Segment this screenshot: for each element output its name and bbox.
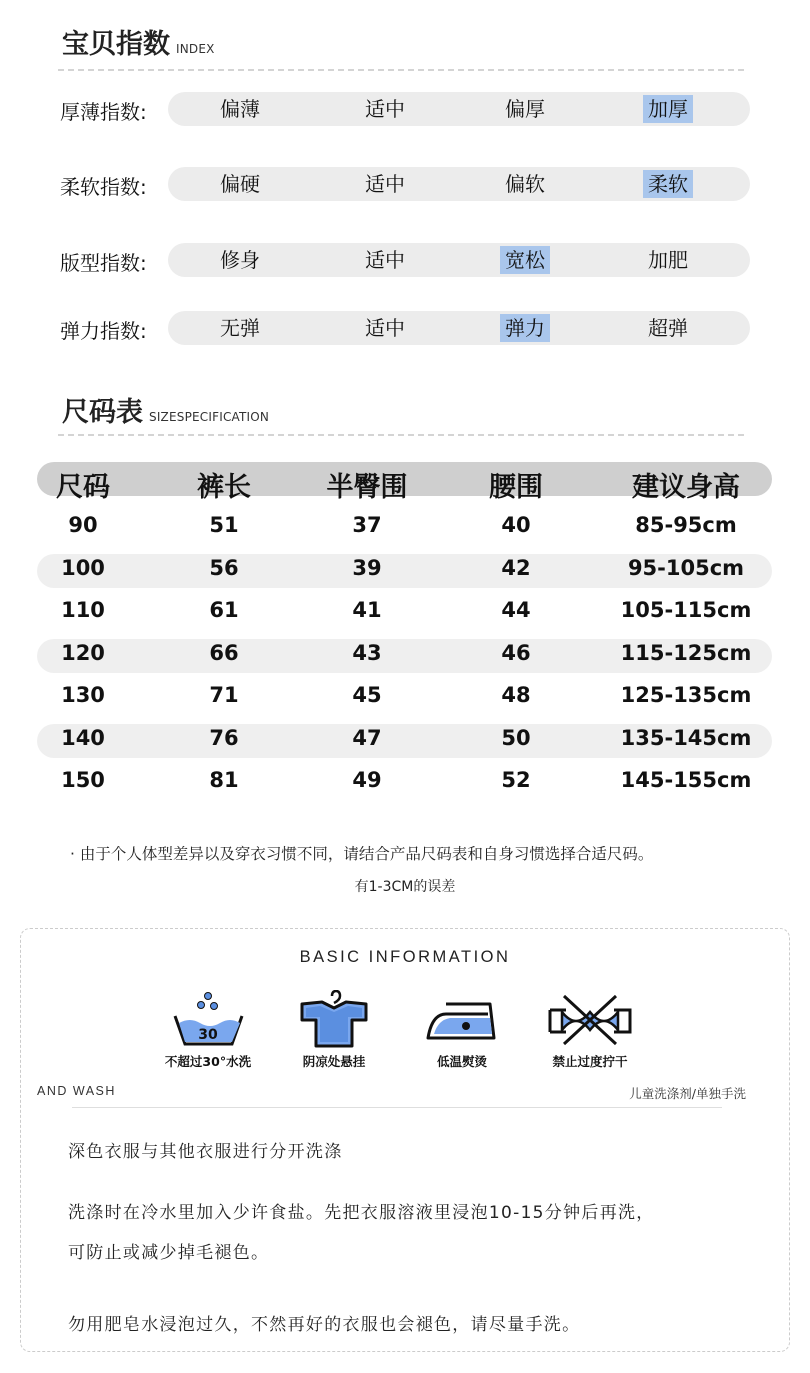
size-table-cell: 130: [61, 683, 105, 707]
size-table-cell: 140: [61, 725, 105, 750]
size-table-cell: 150: [61, 768, 105, 792]
index-row: [0, 243, 810, 277]
no-wring-icon: [546, 990, 634, 1046]
size-table-cell: 66: [209, 640, 239, 665]
size-table-cell: 50: [501, 725, 531, 750]
size-table-cell: 56: [209, 555, 239, 580]
wash-left-label: AND WASH: [37, 1084, 116, 1098]
size-subtitle: SIZESPECIFICATION: [149, 410, 270, 424]
size-table-cell: 115-125cm: [620, 640, 752, 665]
size-table-header-cell: 裤长: [197, 472, 251, 503]
size-table-cell: 40: [501, 513, 531, 537]
index-row-label: 版型指数:: [60, 251, 147, 275]
index-option-selected: 宽松: [500, 246, 550, 274]
low-iron-icon: [424, 990, 500, 1046]
size-table-cell: 41: [352, 598, 382, 622]
size-table-header-cell: 尺码: [56, 472, 110, 503]
detergent-label: 儿童洗涤剂/单独手洗: [629, 1086, 746, 1101]
size-table-cell: 46: [501, 640, 531, 665]
size-table-cell: 48: [501, 683, 531, 707]
size-table-cell: 71: [209, 683, 239, 707]
index-row-label: 厚薄指数:: [60, 100, 147, 124]
hang-dry-shade-icon: [298, 990, 370, 1050]
index-option: 适中: [365, 97, 405, 121]
size-table-cell: 85-95cm: [635, 513, 737, 537]
index-row: [0, 92, 810, 126]
index-option: 适中: [365, 248, 405, 272]
size-table-cell: 120: [61, 640, 105, 665]
size-table-cell: 39: [352, 555, 382, 580]
care-paragraph-3: 可防止或减少掉毛褪色。: [68, 1243, 270, 1263]
size-error-note: 有1-3CM的误差: [354, 879, 456, 895]
care-title: BASIC INFORMATION: [299, 948, 511, 966]
care-paragraph-4: 勿用肥皂水浸泡过久，不然再好的衣服也会褪色，请尽量手洗。: [68, 1315, 581, 1335]
size-table-cell: 110: [61, 598, 105, 622]
care-paragraph-2: 洗涤时在冷水里加入少许食盐。先把衣服溶液里浸泡10-15分钟后再洗，: [68, 1203, 655, 1223]
index-option: 偏软: [505, 172, 545, 196]
index-divider: [58, 69, 744, 71]
index-option: 适中: [365, 316, 405, 340]
size-table-cell: 135-145cm: [620, 725, 752, 750]
size-table-header-cell: 腰围: [489, 472, 543, 503]
size-table-cell: 52: [501, 768, 531, 792]
size-table-cell: 44: [501, 598, 531, 622]
size-table-cell: 81: [209, 768, 239, 792]
index-row-label: 弹力指数:: [60, 319, 147, 343]
size-section-title: [62, 390, 269, 429]
index-option: 无弹: [220, 316, 260, 340]
hang-caption: 阴凉处悬挂: [302, 1054, 366, 1069]
care-divider: [72, 1107, 722, 1108]
index-option: 超弹: [648, 316, 688, 340]
care-paragraph-1: 深色衣服与其他衣服进行分开洗涤: [68, 1142, 343, 1162]
size-table-cell: 61: [209, 598, 239, 622]
size-divider: [58, 434, 744, 436]
index-option: 偏薄: [220, 97, 260, 121]
index-row: [0, 167, 810, 201]
index-option: 修身: [220, 248, 260, 272]
size-table-cell: 47: [352, 725, 382, 750]
wash-30-icon: [170, 990, 248, 1048]
index-row: [0, 311, 810, 345]
size-table-cell: 95-105cm: [627, 555, 745, 580]
size-table-cell: 43: [352, 640, 382, 665]
size-table-cell: 51: [209, 513, 239, 537]
wash-caption: 不超过30°水洗: [164, 1054, 252, 1069]
size-table-header-cell: 建议身高: [632, 472, 740, 503]
size-table-cell: 125-135cm: [620, 683, 752, 707]
size-table-header-cell: 半臀围: [326, 472, 408, 503]
index-option: 加肥: [648, 248, 688, 272]
index-section-title: [62, 22, 215, 61]
index-title-text: 宝贝指数: [62, 29, 170, 60]
wring-caption: 禁止过度拧干: [552, 1054, 628, 1069]
index-option: 适中: [365, 172, 405, 196]
iron-caption: 低温熨烫: [436, 1054, 488, 1069]
size-table-cell: 76: [209, 725, 239, 750]
size-table-cell: 100: [61, 555, 105, 580]
size-table-cell: 145-155cm: [620, 768, 752, 792]
index-option-selected: 柔软: [643, 170, 693, 198]
size-table-cell: 90: [68, 513, 98, 537]
size-note: · 由于个人体型差异以及穿衣习惯不同，请结合产品尺码表和自身习惯选择合适尺码。: [70, 845, 654, 863]
index-option: 偏厚: [505, 97, 545, 121]
size-table-cell: 42: [501, 555, 531, 580]
size-table-cell: 45: [352, 683, 382, 707]
index-option-selected: 弹力: [500, 314, 550, 342]
index-option-selected: 加厚: [643, 95, 693, 123]
size-table-cell: 49: [352, 768, 382, 792]
size-table-cell: 105-115cm: [620, 598, 752, 622]
index-subtitle: INDEX: [176, 42, 215, 56]
size-table-cell: 37: [352, 513, 382, 537]
index-row-label: 柔软指数:: [60, 175, 147, 199]
wash-temp-label: 30: [198, 1027, 218, 1043]
size-title-text: 尺码表: [62, 397, 143, 428]
index-option: 偏硬: [220, 172, 260, 196]
